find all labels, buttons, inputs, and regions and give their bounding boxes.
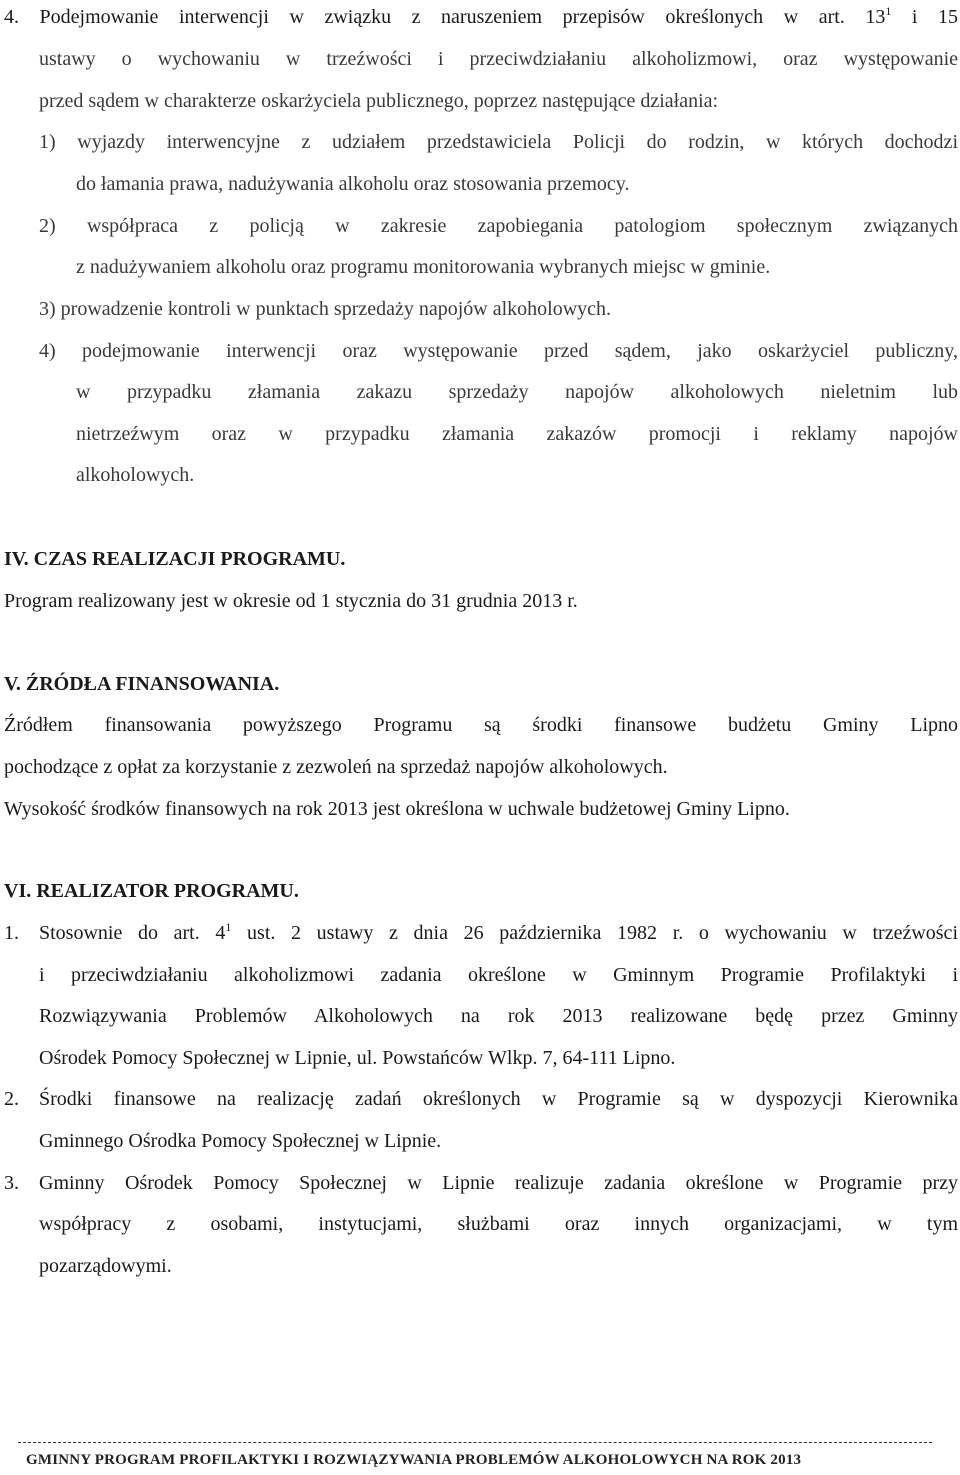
list-item-4-line-2: w przypadku złamania zakazu sprzedaży napojów alkoholowych nieletnim lub (76, 381, 958, 403)
paragraph-1-line-3: Rozwiązywania Problemów Alkoholowych na rok 2013 realizowane będę przez Gminny (39, 1005, 958, 1027)
list-item-2-line-2: z nadużywaniem alkoholu oraz programu monitorowania wybranych miejsc w gminie. (76, 256, 771, 278)
list-item-4-line-3: nietrzeźwym oraz w przypadku złamania zakazów promocji i reklamy napojów (76, 423, 958, 445)
footer-title: GMINNY PROGRAM PROFILAKTYKI I ROZWIĄZYWANIA PROBLEMÓW ALKOHOLOWYCH NA ROK 2013 (26, 1452, 802, 1468)
section-v-heading: V. ŹRÓDŁA FINANSOWANIA. (4, 673, 280, 695)
list-item-2-line-1: 2) współpraca z policją w zakresie zapobiegania patologiom społecznym związanych (39, 215, 958, 237)
superscript: 1 (885, 4, 892, 18)
superscript: 1 (225, 920, 232, 934)
section-iv-text: Program realizowany jest w okresie od 1 stycznia do 31 grudnia 2013 r. (4, 590, 578, 612)
paragraph-1-number: 1. (4, 922, 19, 944)
list-item-1-line-1: 1) wyjazdy interwencyjne z udziałem przedstawiciela Policji do rodzin, w których dochodzi (39, 131, 958, 153)
list-item-4-line-4: alkoholowych. (76, 464, 195, 486)
paragraph-2-line-2: Gminnego Ośrodka Pomocy Społecznej w Lipnie. (39, 1130, 442, 1152)
paragraph-1-line-1-tail: ust. 2 ustawy z dnia 26 października 1982 r. o wychowaniu w trzeźwości (231, 922, 958, 944)
paragraph-1-line-4: Ośrodek Pomocy Społecznej w Lipnie, ul. Powstańców Wlkp. 7, 64-111 Lipno. (39, 1047, 676, 1069)
paragraph-3-number: 3. (4, 1172, 19, 1194)
section-iv-heading: IV. CZAS REALIZACJI PROGRAMU. (4, 548, 346, 570)
section-4-line-1-text: 4. Podejmowanie interwencji w związku z naruszeniem przepisów określonych w art. 13 (4, 6, 886, 28)
section-4-line-1 (4, 4, 958, 30)
list-item-3-line-1: 3) prowadzenie kontroli w punktach sprzedaży napojów alkoholowych. (39, 298, 612, 320)
paragraph-3-line-1: Gminny Ośrodek Pomocy Społecznej w Lipnie realizuje zadania określone w Programie przy (39, 1172, 958, 1194)
list-item-1-line-2: do łamania prawa, nadużywania alkoholu oraz stosowania przemocy. (76, 173, 630, 195)
footer-divider (18, 1442, 932, 1443)
paragraph-3-line-2: współpracy z osobami, instytucjami, służbami oraz innych organizacjami, w tym (39, 1213, 958, 1235)
paragraph-1-line-2: i przeciwdziałaniu alkoholizmowi zadania określone w Gminnym Programie Profilaktyki i (39, 964, 958, 986)
paragraph-3-line-3: pozarządowymi. (39, 1255, 172, 1277)
section-v-line-2: pochodzące z opłat za korzystanie z zezwoleń na sprzedaż napojów alkoholowych. (4, 756, 668, 778)
section-vi-heading: VI. REALIZATOR PROGRAMU. (4, 880, 299, 902)
section-v-line-1: Źródłem finansowania powyższego Programu są środki finansowe budżetu Gminy Lipno (4, 714, 958, 736)
paragraph-1-line-1-text: Stosownie do art. 4 (39, 922, 226, 944)
section-4-line-1-tail: i 15 (891, 6, 958, 28)
paragraph-1-line-1 (39, 920, 958, 946)
section-4-line-2: ustawy o wychowaniu w trzeźwości i przeciwdziałaniu alkoholizmowi, oraz występowanie (39, 48, 958, 70)
section-4-line-3: przed sądem w charakterze oskarżyciela publicznego, poprzez następujące działania: (39, 90, 719, 112)
paragraph-2-number: 2. (4, 1088, 19, 1110)
section-v-line-3: Wysokość środków finansowych na rok 2013 jest określona w uchwale budżetowej Gminy Lipno. (4, 798, 790, 820)
paragraph-2-line-1: Środki finansowe na realizację zadań określonych w Programie są w dyspozycji Kierownika (39, 1088, 958, 1110)
list-item-4-line-1: 4) podejmowanie interwencji oraz występowanie przed sądem, jako oskarżyciel publiczny, (39, 340, 958, 362)
